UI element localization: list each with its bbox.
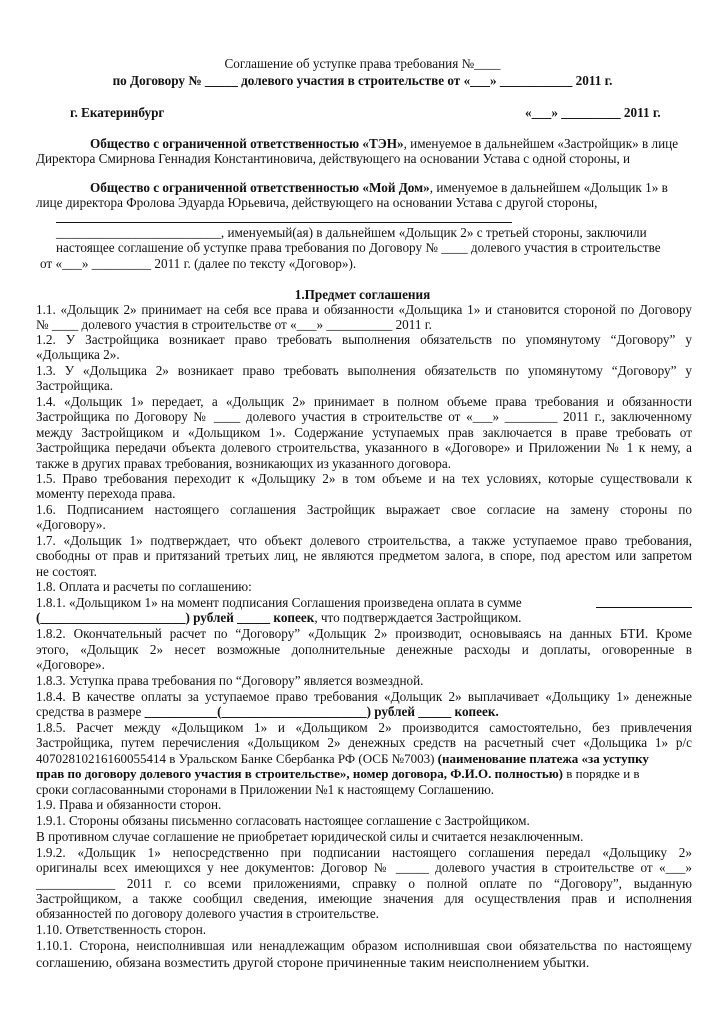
s1-line: 1.8.4. В качестве оплаты за уступаемое право требования «Дольщик 2» выплачивает «Дольщику 1» денежные	[36, 689, 692, 704]
document-subtitle: по Договору № _____ долевого участия в строительстве от «___» ___________ 2011 г.	[112, 73, 613, 88]
city: г. Екатеринбург	[70, 105, 165, 120]
s1-line: Застройщика, путем перечисления «Дольщиком 2» денежных средств на расчетный счет «Дольщика 1» р/с	[36, 735, 692, 750]
party2-line1	[90, 180, 668, 195]
p185-rest: в порядке и в	[566, 766, 640, 781]
party2-name: Общество с ограниченной ответственностью «Мой Дом»	[90, 180, 430, 195]
s1-line: моменту перехода права.	[36, 486, 176, 501]
section1-heading: 1.Предмет соглашения	[294, 287, 431, 302]
p181-sum-blank-line	[596, 607, 692, 608]
s1-line: 1.7. «Дольщик 1» подтверждает, что объект долевого строительства, а также уступаемое право требования,	[36, 533, 692, 548]
s1-line: не состоят.	[36, 564, 97, 579]
p181-amount: (______________________) рублей _____ копеек	[36, 610, 315, 625]
p181-line1: 1.8.1. «Дольщиком 1» на момент подписания Соглашения произведена оплата в сумме	[36, 595, 522, 610]
s1-line: 1.4. «Дольщик 1» передает, а «Дольщик 2» принимает в полном объеме права требования и обязанности	[36, 394, 692, 409]
s1-line: 1.9.2. «Дольщик 1» непосредственно при подписании настоящего соглашения передал «Дольщику 2»	[36, 845, 692, 860]
s1-line: свободны от прав и притязаний третьих лиц, не являются предметом залога, в споре, под арестом или запретом	[36, 548, 692, 563]
p185-line4	[36, 766, 640, 781]
s1-line: 1.3. У «Дольщика 2» возникает право требовать выполнения обязательств по упомянутому “Договору” у	[36, 363, 692, 378]
s1-line: между Застройщиком и «Дольщиком 1». Содержание уступаемых прав заключается в праве требовать от	[36, 425, 692, 440]
p181-line2	[36, 610, 521, 625]
s1-line: 1.9.1. Стороны обязаны письменно согласовать настоящее соглашение с Застройщиком.	[36, 813, 530, 828]
s1-line: Застройщиком, а также сообщил сведения, имеющие значения для осуществления прав и исполнения	[36, 891, 692, 906]
s1-line: В противном случае соглашение не приобретает юридической силы и считается незаключенным.	[36, 829, 584, 844]
party3-line3: настоящее соглашение об уступке права требования по Договору № ____ долевого участия в строительстве	[56, 240, 661, 255]
p185-account: 40702810216160055414 в Уральском Банке Сбербанка РФ (ОСБ №7003)	[36, 751, 435, 766]
p185-payment-note: (наименование платежа «за уступку	[437, 751, 649, 766]
document-title: Соглашение об уступке права требования №____	[224, 56, 501, 71]
p185-payment-note-cont: прав по договору долевого участия в строительстве», номер договора, Ф.И.О. полностью)	[36, 766, 563, 781]
s1-line: 1.5. Право требования переходит к «Дольщику 2» в том объеме и на тех условиях, которые существовали к	[36, 471, 692, 486]
s1-line: 1.6. Подписанием настоящего соглашения Застройщик выражает свое согласие на замену стороны по	[36, 502, 692, 517]
s1-line: 1.8. Оплата и расчеты по соглашению:	[36, 579, 252, 594]
party2-rest: , именуемое в дальнейшем «Дольщик 1» в	[429, 180, 668, 195]
party3-text: , именуемый(ая) в дальнейшем «Дольщик 2» с третьей стороны, заключили	[220, 225, 647, 240]
s1-line: 1.10. Ответственность сторон.	[36, 922, 207, 937]
party3-line4: от «___» _________ 2011 г. (далее по тексту «Договор»).	[40, 256, 357, 271]
s1-line: «Договору».	[36, 517, 106, 532]
s1-line: 1.8.5. Расчет между «Дольщиком 1» и «Дольщиком 2» производится самостоятельно, без привлечения	[36, 720, 692, 735]
party1-name: Общество с ограниченной ответственностью «ТЭН»	[90, 136, 404, 151]
s1-line: 1.10.1. Сторона, неисполнившая или ненадлежащим образом исполнившая свои обязательства по настоящему	[36, 938, 692, 953]
party1-line2: Директора Смирнова Геннадия Константиновича, действующего на основании Устава с одной стороны, и	[36, 151, 631, 166]
s1-line: этого, «Дольщик 2» несет возможные дополнительные денежные расходы и доплаты, оговоренные в	[36, 642, 692, 657]
s1-line: также в других правах требования, возникающих из указанного договора.	[36, 456, 452, 471]
s1-line: «Договоре».	[36, 657, 105, 672]
s1-line: сроки согласованными сторонами в Приложении №1 к настоящему Соглашению.	[36, 782, 495, 797]
p185-line3	[36, 751, 649, 766]
p184-line2	[36, 704, 499, 719]
document-date: «___» _________ 2011 г.	[525, 105, 661, 120]
s1-line: «Дольщика 2».	[36, 347, 120, 362]
s1-line: оригиналы всех имеющихся у нее документов: Договор № _____ долевого участия в строительстве от «___»	[36, 860, 692, 875]
party3-name-blank-line	[56, 222, 512, 223]
party1-rest: , именуемое в дальнейшем «Застройщик» в лице	[403, 136, 679, 151]
party2-line2: лице директора Фролова Эдуарда Юрьевича, действующего на основании Устава с другой стороны,	[36, 195, 598, 210]
party3-blank: _________________________	[56, 225, 221, 240]
party3-line2	[56, 225, 647, 240]
s1-line: 1.9. Права и обязанности сторон.	[36, 797, 222, 812]
p184-amount: ___________(______________________) рублей _____ копеек.	[144, 704, 499, 719]
s1-line: Застройщика.	[36, 378, 114, 393]
s1-line: обязанностей по договору долевого участия в строительстве.	[36, 906, 379, 921]
s1-line: 1.8.3. Уступка права требования по “Договору” является возмездной.	[36, 673, 424, 688]
s1-line: соглашению, обязана возместить другой стороне причиненные таким неисполнением убытки.	[36, 955, 590, 970]
s1-line: 1.1. «Дольщик 2» принимает на себя все права и обязанности «Дольщика 1» и становится стороной по Договору	[36, 302, 692, 317]
s1-line: Застройщика передачи объекта долевого строительства, указанного в «Договоре» и Приложении № 1 к нему, а	[36, 440, 692, 455]
s1-line: 1.8.2. Окончательный расчет по “Договору” «Дольщик 2» производит, основываясь на данных БТИ. Кроме	[36, 626, 692, 641]
p181-rest: , что подтверждается Застройщиком.	[314, 610, 522, 625]
p184-start: средства в размере	[36, 704, 142, 719]
s1-line: 1.2. У Застройщика возникает право требовать выполнения обязательств по упомянутому “Договору” у	[36, 332, 692, 347]
s1-line: Застройщика по Договору № ____ долевого участия в строительстве от «___» ________ 2011 г., заключенному	[36, 409, 692, 424]
party1-line1	[90, 136, 678, 151]
s1-line: № ____ долевого участия в строительстве от «___» __________ 2011 г.	[36, 317, 432, 332]
s1-line: ____________ 2011 г. со всеми приложениями, справку о полной оплате по “Договору”, выданную	[36, 876, 692, 891]
